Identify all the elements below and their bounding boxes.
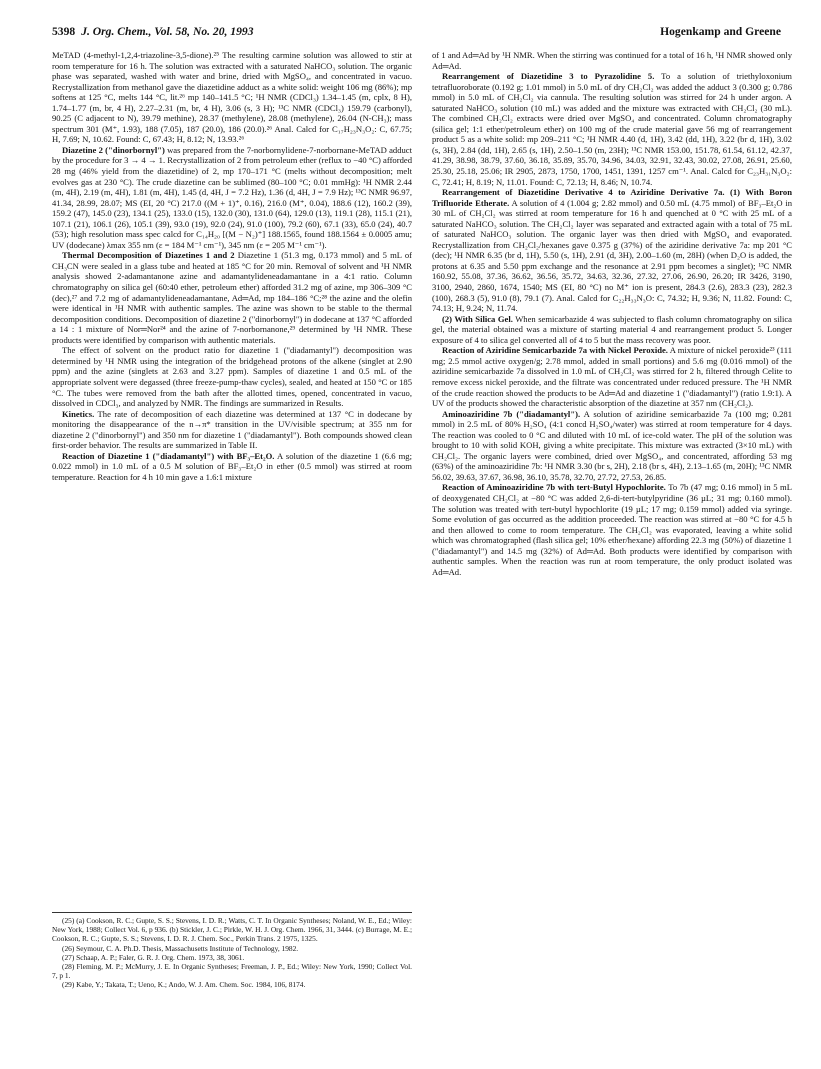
section-heading: Reaction of Diazetine 1 ("diadamantyl") with BF₃–Et₂O. <box>62 450 275 461</box>
paragraph-hypochlorite <box>432 482 792 577</box>
paragraph-adduct: MeTAD (4-methyl-1,2,4-triazoline-3,5-dione).²⁵ The resulting carmine solution was allowed to stir at room temperature for 16 h. The solution was extracted with a saturated NaHCO₃ solution. The organic phase was separated, washed with water and brine, dried with MgSO₄, and concentrated in vacuo. Recrystallization from methanol gave the diazetidine adduct as a white solid: weight 106 mg (86%); mp softens at 125 °C, melts 144 °C, lit.²⁶ mp 140–141.5 °C; ¹H NMR (CDCl₃) 1.34–1.45 (m, cplx, 8 H), 1.74–1.77 (m, br, 4 H), 2.27–2.31 (m, br, 4 H), 3.06 (s, 3 H); ¹³C NMR (CDCl₃) 159.79 (carbonyl), 90.25 (C adjacent to N), 39.79 methine), 28.37 (methylene), 28.08 (methylene), 26.04 (N-CH₃); mass spectrum 301 (M⁺, 1.93), 188 (7.05), 187 (20.0), 186 (20.0).²⁶ Anal. Calcd for C₁₇H₂₃N₃O₂: C, 67.75; H, 7.69; N, 10.62. Found: C, 67.43; H, 8.12; N, 13.93.²⁶ <box>52 50 412 145</box>
section-heading: Diazetine 2 ("dinorbornyl") <box>62 144 165 155</box>
paragraph-aziridine-bf3 <box>432 187 792 314</box>
paragraph-body: was prepared from the 7-norbornylidene-7-norbornane-MeTAD adduct by the procedure for 3 → 4 → 1. Recrystallization of 2 from petroleum ether (reflux to −40 °C) afforded 28 mg (46% yield from the diazetidine) of 2, mp 170–171 °C (melts without decomposition; melt evolves gas at 230 °C). The crude diazetine can be sublimed (80–100 °C; 0.01 mmHg): ¹H NMR 2.44 (m, 4H), 2.19 (m, 4H), 1.81 (m, 4H), 1.45 (d, 4H, J = 7.2 Hz), 1.36 (d, 4H, J = 7.9 Hz); ¹³C NMR 96.97, 41.34, 28.99, 28.07; MS (EI, 20 °C) 217.0 ((M + 1)⁺, 0.16), 216.0 (M⁺, 0.04), 188.6 (12), 160.2 (39), 159.2 (47), 145.0 (23), 134.1 (25), 133.0 (15), 132.0 (30), 131.0 (64), 129.0 (13), 119.1 (28), 115.1 (21), 107.1 (21), 106.1 (26), 105.1 (39), 93.0 (19), 92.0 (24), 91.0 (100), 79.2 (60), 67.1 (33), 65.0 (24), 40.7 (53); high resolution mass spec calcd for C₁₄H₂₀ [(M − N₂)⁺] 188.1565, found 188.1564 ± 0.0005 amu; UV (dodecane) λmax 355 nm (ε = 184 M⁻¹ cm⁻¹), 345 nm (ε = 205 M⁻¹ cm⁻¹). <box>52 144 412 250</box>
footnote: (28) Fleming, M. P.; McMurry, J. E. In Organic Syntheses; Freeman, J. P., Ed.; Wiley: New York, 1990; Collect Vol. 7, p 1. <box>52 962 412 981</box>
section-heading: Rearrangement of Diazetidine 3 to Pyrazolidine 5. <box>442 71 655 82</box>
paragraph-aminoaziridine <box>432 409 792 483</box>
paragraph-continuation: of 1 and Ad═Ad by ¹H NMR. When the stirring was continued for a total of 16 h, ¹H NMR showed only Ad═Ad. <box>432 50 792 71</box>
section-heading: Thermal Decomposition of Diazetines 1 and 2 <box>62 250 235 261</box>
paragraph-body: When semicarbazide 4 was subjected to flash column chromatography on silica gel, the material obtained was a mixture of starting material 4 and rearrangement product 5. Longer exposure of 4 to silica gel converted all of 4 to 5 but the mass recovery was poor. <box>432 313 792 345</box>
paragraph-silica-gel <box>432 314 792 346</box>
header-authors: Hogenkamp and Greene <box>660 25 781 38</box>
left-column <box>52 50 412 1050</box>
paragraph-body: A mixture of nickel peroxide²³ (111 mg; 2.5 mmol active oxygen/g; 2.78 mmol, added in small portions) and 5.6 mg (0.016 mmol) of the aziridine semicarbazide 7a dissolved in 1.0 mL of CH₂Cl₂ was stirred for 2 h, filtered through Celite to remove excess nickel peroxide, and the filtrate was concentrated under reduced pressure. The ¹H NMR of the crude reaction showed the products to be Ad═Ad and diazetine 1 ("diadamantyl") (ratio 1.9:1). A UV of the products showed the characteristic absorption of the diazetine at 357 nm (CH₂Cl₂). <box>432 345 792 409</box>
journal-citation: J. Org. Chem., Vol. 58, No. 20, 1993 <box>81 25 254 38</box>
section-heading: Kinetics. <box>62 408 95 419</box>
section-heading: Reaction of Aminoaziridine 7b with tert-Butyl Hypochlorite. <box>442 482 666 493</box>
paragraph-kinetics <box>52 409 412 451</box>
section-heading: (2) With Silica Gel. <box>442 313 513 324</box>
paragraph-body: The rate of decomposition of each diazetine was determined at 137 °C in dodecane by monitoring the disappearance of the n→π* transition in the UV/visible spectrum; at 355 nm for diazetine 2 ("dinorbornyl") and 350 nm for diazetine 1 ("diadamantyl"). Both compounds showed clean first-order behavior. The results are summarized in Table II. <box>52 408 412 451</box>
paragraph-body: To 7b (47 mg; 0.16 mmol) in 5 mL of deoxygenated CH₂Cl₂ at −80 °C was added 2,6-di-tert-butylpyridine (36 µL; 31 mg; 0.160 mmol). The solution was treated with tert-butyl hypochlorite (19 µL; 17 mg; 0.159 mmol) added via syringe. Some evolution of gas occurred as the addition proceeded. The reaction was stirred at −80 °C for 4.5 h and then allowed to come to room temperature. The CH₂Cl₂ was evaporated, leaving a white solid which was chromatographed (flash silica gel; 10% ether/hexane) affording 22.3 mg (50%) of diazetine 1 ("diadamantyl") and 14.5 mg (32%) of Ad═Ad. Both products were identified by comparison with authentic samples. When the reaction was run at room temperature, the only product isolated was Ad═Ad. <box>432 482 792 577</box>
header-left <box>52 25 254 38</box>
running-header <box>52 25 781 45</box>
footnotes <box>52 912 412 990</box>
footnote: (25) (a) Cookson, R. C.; Gupte, S. S.; Stevens, I. D. R.; Watts, C. T. In Organic Syntheses; Noland, W. E., Ed.; Wiley: New York, 1988; Collect Vol. 6, p 936. (b) Stickler, J. C.; Pirkle, W. H. J. Org. Chem. 1966, 31, 3444. (c) Burrage, M. E.; Cookson, R. C.; Gupte, S. S.; Stevens, I. D. R. J. Chem. Soc., Perkin Trans. 2 1975, 1325. <box>52 916 412 944</box>
paragraph-solvent-effect: The effect of solvent on the product ratio for diazetine 1 ("diadamantyl") decomposition was determined by ¹H NMR using the integration of the bridgehead protons of the alkene (singlet at 2.90 ppm) and the azine (singlets at 2.63 and 3.27 ppm). Samples of diazetine 1 and 0.5 mL of the appropriate solvent were degassed (three freeze-pump-thaw cycles), sealed, and heated at 150 °C or 185 °C. The tubes were removed from the bath after the allotted times, opened, concentrated in vacuo, dissolved in CDCl₃, and analyzed by NMR. The findings are summarized in Results. <box>52 345 412 409</box>
section-heading: Aminoaziridine 7b ("diadamantyl"). <box>442 408 581 419</box>
paragraph-body: To a solution of triethyloxonium tetrafluoroborate (0.192 g; 1.01 mmol) in 5.0 mL of dry CH₂Cl₂ was added the adduct 3 (0.300 g; 0.786 mmol) in 5.0 mL of CH₂Cl₂ via cannula. The resulting solution was stirred for 24 h under argon. A saturated NaHCO₃ solution (10 mL) was added and the mixture was extracted with CH₂Cl₂ (30 mL). The combined CH₂Cl₂ extracts were dried over MgSO₄ and concentrated. Column chromatography (silica gel; 1:1 ether/petroleum ether) on 100 mg of the crude material gave 56 mg of rearrangement product 5 as a white solid: mp 209–211 °C; ¹H NMR 4.40 (d, 1H), 3.42 (dd, 1H), 3.22 (br d, 1H), 3.02 (s, 3H), 2.84 (dd, 1H), 2.65 (s, 1H), 2.50–1.50 (m, 23H); ¹³C NMR 153.00, 151.78, 61.54, 61.12, 42.37, 41.29, 38.98, 38.79, 37.60, 36.18, 35.89, 35.70, 34.96, 34.03, 32.91, 32.43, 30.02, 27.08, 26.91, 25.60, 25.30, 25.18, 25.06; IR 2905, 2873, 1750, 1700, 1451, 1391, 1257 cm⁻¹. Anal. Calcd for C₂₃H₃₁N₃O₂: C, 72.41; H, 8.19; N, 11.01. Found: C, 72.13; H, 8.46; N, 10.74. <box>432 71 792 187</box>
paragraph-pyrazolidine <box>432 71 792 187</box>
paragraph-body: A solution of the diazetine 1 (6.6 mg; 0.022 mmol) in 1.0 mL of a 0.5 M solution of BF₃–Et₂O in ether (0.5 mmol) was stirred at room temperature. Reaction for 4 h 10 min gave a 1.6:1 mixture <box>52 450 412 482</box>
paragraph-bf3-reaction <box>52 451 412 483</box>
paragraph-body: Diazetine 1 (51.3 mg, 0.173 mmol) and 5 mL of CH₃CN were sealed in a glass tube and heated at 185 °C for 20 min. Removal of solvent and ¹H NMR analysis showed 2-adamantanone azine and adamantylideneadamantane in a 4:1 ratio. Column chromatography on silica gel (60:40 ether, petroleum ether) afforded 31.2 mg of azine, mp 306–309 °C (dec),²⁷ and 7.2 mg of adamantylideneadamantane, Ad═Ad, mp 184–186 °C;²⁸ the azine and the olefin were identical in ¹H NMR with authentic samples. The azine was shown to be stable to the thermal decomposition conditions. Decomposition of diazetine 2 ("dinorbornyl") in dodecane at 137 °C afforded a 14 : 1 mixture of Nor═Nor²⁴ and the azine of 7-norbornanone,²⁹ determined by ¹H NMR. These products were identified by comparison with authentic materials. <box>52 250 412 345</box>
paragraph-diazetine-2 <box>52 145 412 250</box>
paragraph-nickel-peroxide <box>432 345 792 408</box>
footnote: (26) Seymour, C. A. Ph.D. Thesis, Massachusetts Institute of Technology, 1982. <box>62 943 299 953</box>
right-column <box>432 50 792 1050</box>
paragraph-body: A solution of 4 (1.004 g; 2.82 mmol) and 0.50 mL (4.75 mmol) of BF₃–Et₂O in 30 mL of CH₂Cl₂ was stirred at room temperature for 16 h and quenched at 0 °C with 25 mL of a saturated NaHCO₃ solution. The CH₂Cl₂ layer was separated and extracted again with a total of 75 mL of saturated NaHCO₃ solution. The organic layer was then dried with MgSO₄ and evaporated. Recrystallization from CH₂Cl₂/hexanes gave 0.375 g (37%) of the aziridine derivative 7a: mp 201 °C (dec); ¹H NMR 6.35 (br d, 1H), 5.50 (s, 1H), 2.91 (d, 3H), 2.00–1.60 (m, 28H) (when D₂O is added, the protons at 6.35 and 5.50 ppm exchange and the resonance at 2.91 ppm becomes a singlet); ¹³C NMR 160.92, 55.08, 37.36, 36.62, 36.56, 35.72, 34.63, 32.36, 27.32, 27.06, 26.90, 26.20; IR 3426, 3190, 3100, 2940, 2860, 1674, 1540; MS (EI, 80 °C) no M⁺ ion is present, 284.3 (2.6), 283.3 (23), 282.3 (100), 268.3 (5), 91.0 (8), 79.1 (7). Anal. Calcd for C₂₂H₃₃N₃O: C, 74.32; H, 9.36; N, 11.82. Found: C, 74.13; H, 9.24; N, 11.74. <box>432 197 792 314</box>
footnote: (27) Schaap, A. P.; Faler, G. R. J. Org. Chem. 1973, 38, 3061. <box>62 952 245 962</box>
page-number: 5398 <box>52 25 76 38</box>
paragraph-thermal-decomposition <box>52 250 412 345</box>
paragraph-body: A solution of aziridine semicarbazide 7a (100 mg; 0.281 mmol) in 2.5 mL of 80% H₂SO₄ (4:1 concd H₂SO₄/water) was stirred at room temperature for 4 days. The reaction was cooled to 0 °C and diluted with 10 mL of ice-cold water. The pH of the solution was brought to 10 with solid KOH, giving a white precipitate. This mixture was extracted (3×10 mL) with CH₂Cl₂. The organic layers were combined, dried over MgSO₄, and concentrated, affording 53 mg (63%) of the aminoaziridine 7b: ¹H NMR 3.30 (br s, 2H), 2.18 (br s, 4H), 2.13–1.65 (m, 20H); ¹³C NMR 56.02, 39.63, 37.67, 36.98, 36.10, 35.78, 32.70, 27.72, 27.53, 26.85. <box>432 408 792 482</box>
section-heading: Rearrangement of Diazetidine Derivative 4 to Aziridine Derivative 7a. (1) With Boron Trifluoride Etherate. <box>432 187 792 208</box>
footnote: (29) Kabe, Y.; Takata, T.; Ueno, K.; Ando, W. J. Am. Chem. Soc. 1984, 106, 8174. <box>62 980 306 990</box>
section-heading: Reaction of Aziridine Semicarbazide 7a with Nickel Peroxide. <box>442 345 668 356</box>
